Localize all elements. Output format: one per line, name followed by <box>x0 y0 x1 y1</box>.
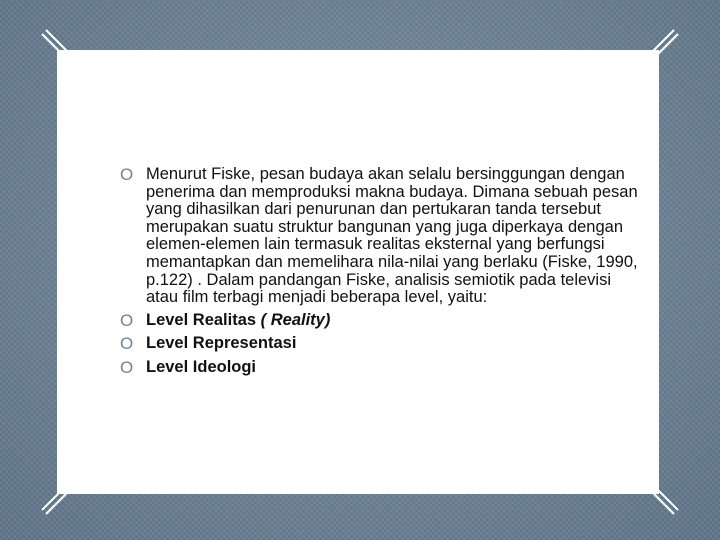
bullet-marker: O <box>120 334 134 354</box>
level-qualifier: ( Reality) <box>260 310 331 329</box>
level-item-ideologi <box>120 359 640 377</box>
level-label: Level Ideologi <box>146 357 257 376</box>
corner-loop-icon <box>622 458 682 518</box>
corner-loop-icon <box>622 26 682 86</box>
level-item-realitas <box>120 312 640 330</box>
level-label: Level Realitas <box>146 310 257 329</box>
corner-loop-icon <box>38 458 98 518</box>
paragraph-text: Menurut Fiske, pesan budaya akan selalu bersinggungan dengan penerima dan memproduksi makna budaya. Dimana sebuah pesan yang dihasilkan dari penurunan dan pertukaran tanda tersebut merupakan suatu struktur bangunan yang juga diperkaya dengan elemen-elemen lain termasuk realitas eksternal yang berfungsi memantapkan dan memelihara nila-nilai yang berlaku (Fiske, 1990, p.122) . Dalam pandangan Fiske, analisis semiotik pada televisi atau film terbagi menjadi beberapa level, yaitu: <box>146 165 638 307</box>
level-label: Level Representasi <box>146 334 297 353</box>
bullet-marker: O <box>120 165 134 184</box>
paragraph-item <box>120 166 640 307</box>
level-item-representasi <box>120 335 640 353</box>
slide-content <box>120 166 640 377</box>
bullet-marker: O <box>120 357 134 377</box>
bullet-marker: O <box>120 310 134 330</box>
corner-loop-icon <box>38 26 98 86</box>
